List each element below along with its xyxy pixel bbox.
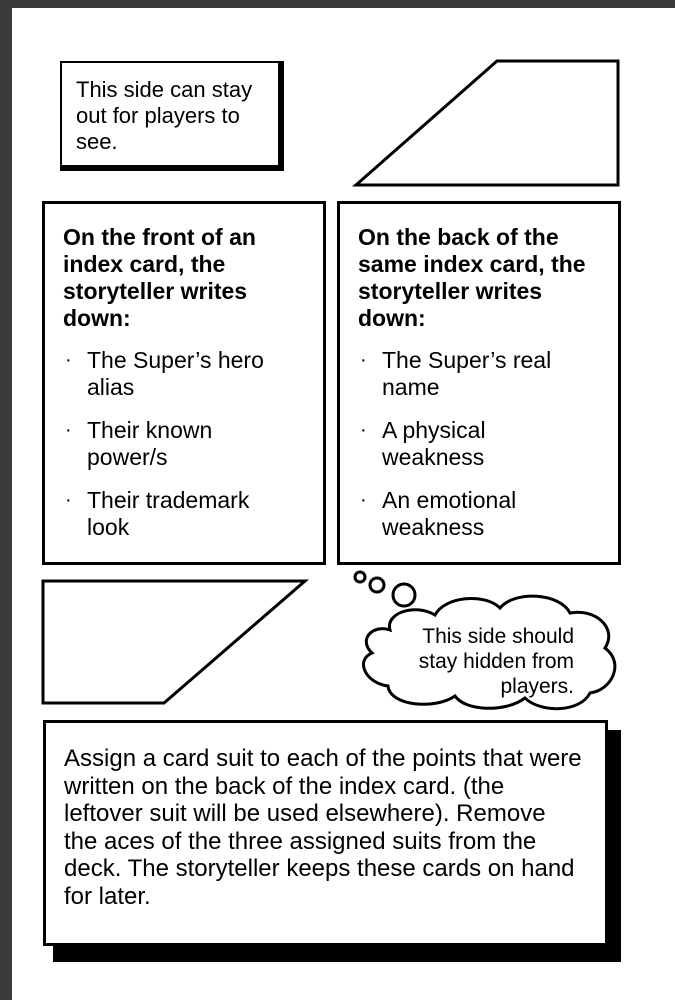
bullet-icon: · — [360, 489, 367, 511]
list-item: · Their trademark look — [65, 487, 250, 540]
back-panel-list — [358, 347, 618, 557]
front-of-card-panel — [42, 201, 326, 565]
instructions-text: Assign a card suit to each of the points that were written on the back of the index card. (the leftover suit will be used elsewhere). Remove the aces of the three assigned suits from the deck. The storyteller keeps these cards on hand for later. — [64, 745, 582, 910]
front-panel-heading: On the front of an index card, the storyteller writes down: — [63, 224, 256, 331]
bullet-icon: · — [65, 419, 72, 441]
card-tilted-shape — [356, 61, 618, 185]
list-item: · The Super’s real name — [360, 347, 552, 400]
list-item: · An emotional weakness — [360, 487, 517, 540]
instructions-box — [43, 720, 608, 946]
card-flipped-shape — [43, 581, 305, 703]
thought-bubble-caption: This side should stay hidden from players. — [418, 625, 574, 698]
bullet-icon: · — [65, 489, 72, 511]
index-card-front — [60, 61, 284, 171]
front-panel-list — [63, 347, 323, 557]
list-item: · A physical weakness — [360, 417, 486, 470]
thought-dot-medium — [370, 578, 384, 592]
thought-dot-small — [355, 572, 365, 582]
list-item: · Their known power/s — [65, 417, 213, 470]
card-flipped-illustration — [40, 578, 310, 708]
list-item: · The Super’s hero alias — [65, 347, 264, 400]
card-front-caption: This side can stay out for players to see. — [76, 77, 253, 154]
bullet-icon: · — [360, 419, 367, 441]
thought-dot-large — [393, 584, 415, 606]
back-panel-heading: On the back of the same index card, the storyteller writes down: — [358, 224, 586, 331]
card-tilted-illustration — [350, 58, 622, 188]
bullet-icon: · — [65, 349, 72, 371]
index-card-front-face — [60, 61, 280, 167]
bullet-icon: · — [360, 349, 367, 371]
back-of-card-panel — [337, 201, 621, 565]
